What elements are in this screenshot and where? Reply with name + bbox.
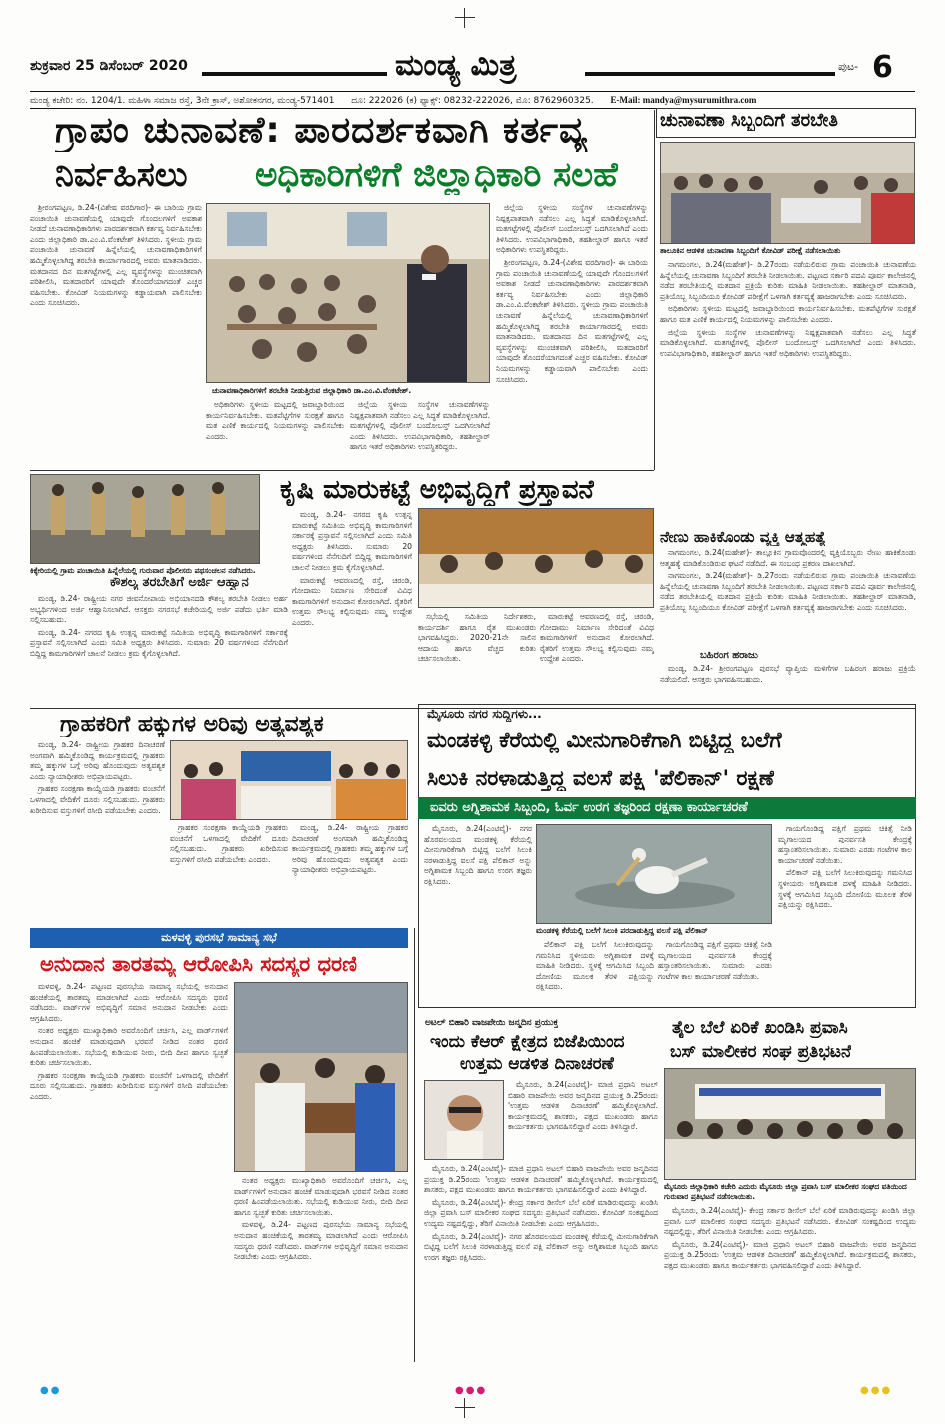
- atal-headline-line2: ಉತ್ತಮ ಆಡಳಿತ ದಿನಾಚರಣೆ: [460, 1054, 614, 1074]
- lead-col3: ಜಿಲ್ಲೆಯ ಸ್ಥಳೀಯ ಸಂಸ್ಥೆಗಳ ಚುನಾವಣೆಗಳನ್ನು ನಿಷ್ಪಕ್ಷಪಾತವಾಗಿ ನಡೆಸಲು ಎಲ್ಲ ಸಿದ್ಧತೆ ಮಾಡಿಕೊಳ್ಳಲಾಗಿದೆ. ಮತಗಟ್ಟೆಗಳಲ್ಲಿ ಪೊಲೀಸ್ ಬಂದೋಬಸ್ತ್ ಒದಗಿಸಲಾಗಿದೆ ಎಂದು ತಿಳಿಸಿದರು. ಉಪವಿಭಾಗಾಧಿಕಾರಿ, ತಹಶೀಲ್ದಾರ್ ಹಾಗೂ ಇತರೆ ಅಧಿಕಾರಿಗಳು ಉಪಸ್ಥಿತರಿದ್ದರು. ಶ್ರೀರಂಗಪಟ್ಟಣ, ಡಿ.24-(ವಿಶೇಷ ವರದಿಗಾರ)- ಈ ಬಾರಿಯ ಗ್ರಾಮ ಪಂಚಾಯಿತಿ ಚುನಾವಣೆಯಲ್ಲಿ ಯಾವುದೇ ಗೊಂದಲಗಳಿಗೆ ಅವಕಾಶ ನೀಡದೆ ಚುನಾವಣಾಧಿಕಾರಿಗಳು ಪಾರದರ್ಶಕವಾಗಿ ಕರ್ತವ್ಯ ನಿರ್ವಹಿಸಬೇಕು ಎಂದು ಜಿಲ್ಲಾಧಿಕಾರಿ ಡಾ.ಎಂ.ವಿ.ವೆಂಕಟೇಶ್ ತಿಳಿಸಿದರು. ಸ್ಥಳೀಯ ಗ್ರಾಮ ಪಂಚಾಯಿತಿ ಚುನಾವಣೆ ಹಿನ್ನೆಲೆಯಲ್ಲಿ ಚುನಾವಣಾಧಿಕಾರಿಗಳಿಗೆ ಹಮ್ಮಿಕೊಳ್ಳಲಾಗಿದ್ದ ತರಬೇತಿ ಕಾರ್ಯಾಗಾರದಲ್ಲಿ ಅವರು ಮಾತನಾಡಿದರು. ಮತದಾನದ ದಿನ ಮತಗಟ್ಟೆಗಳಲ್ಲಿ ಎಲ್ಲ ವ್ಯವಸ್ಥೆಗಳನ್ನು ಮುಂಚಿತವಾಗಿ ಪರಿಶೀಲಿಸಿ, ಮತದಾರರಿಗೆ ಯಾವುದೇ ತೊಂದರೆಯಾಗದಂತೆ ಎಚ್ಚರ ವಹಿಸಬೇಕು. ಕೋವಿಡ್ ನಿಯಮಗಳನ್ನು ಕಡ್ಡಾಯವಾಗಿ ಪಾಲಿಸಬೇಕು ಎಂದು ಸೂಚಿಸಿದರು.: [496, 203, 648, 384]
- lead-headline-line1: ಗ್ರಾಪಂ ಚುನಾವಣೆ: ಪಾರದರ್ಶಕವಾಗಿ ಕರ್ತವ್ಯ: [55, 110, 589, 151]
- masthead-rule-left: [202, 72, 387, 76]
- atal-kicker: ಅಟಲ್ ಬಿಹಾರಿ ವಾಜಪೇಯಿ ಜನ್ಮದಿನ ಪ್ರಯುಕ್ತ: [425, 1018, 559, 1028]
- lead-col1: ಶ್ರೀರಂಗಪಟ್ಟಣ, ಡಿ.24-(ವಿಶೇಷ ವರದಿಗಾರ)- ಈ ಬಾರಿಯ ಗ್ರಾಮ ಪಂಚಾಯಿತಿ ಚುನಾವಣೆಯಲ್ಲಿ ಯಾವುದೇ ಗೊಂದಲಗಳಿಗೆ ಅವಕಾಶ ನೀಡದೆ ಚುನಾವಣಾಧಿಕಾರಿಗಳು ಪಾರದರ್ಶಕವಾಗಿ ಕರ್ತವ್ಯ ನಿರ್ವಹಿಸಬೇಕು ಎಂದು ಜಿಲ್ಲಾಧಿಕಾರಿ ಡಾ.ಎಂ.ವಿ.ವೆಂಕಟೇಶ್ ತಿಳಿಸಿದರು. ಸ್ಥಳೀಯ ಗ್ರಾಮ ಪಂಚಾಯಿತಿ ಚುನಾವಣೆ ಹಿನ್ನೆಲೆಯಲ್ಲಿ ಚುನಾವಣಾಧಿಕಾರಿಗಳಿಗೆ ಹಮ್ಮಿಕೊಳ್ಳಲಾಗಿದ್ದ ತರಬೇತಿ ಕಾರ್ಯಾಗಾರದಲ್ಲಿ ಅವರು ಮಾತನಾಡಿದರು. ಮತದಾನದ ದಿನ ಮತಗಟ್ಟೆಗಳಲ್ಲಿ ಎಲ್ಲ ವ್ಯವಸ್ಥೆಗಳನ್ನು ಮುಂಚಿತವಾಗಿ ಪರಿಶೀಲಿಸಿ, ಮತದಾರರಿಗೆ ಯಾವುದೇ ತೊಂದರೆಯಾಗದಂತೆ ಎಚ್ಚರ ವಹಿಸಬೇಕು. ಕೋವಿಡ್ ನಿಯಮಗಳನ್ನು ಕಡ್ಡಾಯವಾಗಿ ಪಾಲಿಸಬೇಕು ಎಂದು ಸೂಚಿಸಿದರು.: [30, 203, 202, 308]
- masthead-rule-right: [585, 72, 835, 76]
- atal-col2: ಮೈಸೂರು, ಡಿ.24(ಎಂಟಿವೈ)- ಮಾಜಿ ಪ್ರಧಾನಿ ಅಟಲ್ ಬಿಹಾರಿ ವಾಜಪೇಯಿ ಅವರ ಜನ್ಮದಿನದ ಪ್ರಯುಕ್ತ ಡಿ.25ರಂದು 'ಉತ್ತಮ ಆಡಳಿತ ದಿನಾಚರಣೆ' ಹಮ್ಮಿಕೊಳ್ಳಲಾಗಿದೆ. ಕಾರ್ಯಕ್ರಮದಲ್ಲಿ ಶಾಸಕರು, ಪಕ್ಷದ ಮುಖಂಡರು ಹಾಗೂ ಕಾರ್ಯಕರ್ತರು ಭಾಗವಹಿಸಲಿದ್ದಾರೆ ಎಂದು ತಿಳಿಸಿದ್ದಾರೆ. ಮೈಸೂರು, ಡಿ.24(ಎಂಟಿವೈ)- ಕೇಂದ್ರ ಸರ್ಕಾರ ಡೀಸೆಲ್ ಬೆಲೆ ಏರಿಕೆ ಮಾಡಿರುವುದನ್ನು ಖಂಡಿಸಿ ಜಿಲ್ಲಾ ಪ್ರವಾಸಿ ಬಸ್ ಮಾಲೀಕರ ಸಂಘದ ಸದಸ್ಯರು ಪ್ರತಿಭಟನೆ ನಡೆಸಿದರು. ಕೋವಿಡ್ ಸಂಕಷ್ಟದಿಂದ ಉದ್ಯಮ ನಷ್ಟದಲ್ಲಿದ್ದು, ತೆರಿಗೆ ವಿನಾಯಿತಿ ನೀಡಬೇಕು ಎಂದು ಆಗ್ರಹಿಸಿದರು. ಮೈಸೂರು, ಡಿ.24(ಎಂಟಿವೈ)- ನಗರ ಹೊರವಲಯದ ಮಂಡಕಳ್ಳಿ ಕೆರೆಯಲ್ಲಿ ಮೀನುಗಾರಿಕೆಗಾಗಿ ಬಿಟ್ಟಿದ್ದ ಬಲೆಗೆ ಸಿಲುಕಿ ನರಳಾಡುತ್ತಿದ್ದ ವಲಸೆ ಪಕ್ಷಿ ಪೆಲಿಕಾನ್ ಅನ್ನು ಅಗ್ನಿಶಾಮಕ ಸಿಬ್ಬಂದಿ ಹಾಗೂ ಉರಗ ತಜ್ಞರು ರಕ್ಷಿಸಿದರು.: [424, 1164, 658, 1262]
- grahaka-col1: ಮಂಡ್ಯ, ಡಿ.24- ರಾಷ್ಟ್ರೀಯ ಗ್ರಾಹಕರ ದಿನಾಚರಣೆ ಅಂಗವಾಗಿ ಹಮ್ಮಿಕೊಂಡಿದ್ದ ಕಾರ್ಯಕ್ರಮದಲ್ಲಿ ಗ್ರಾಹಕರು ತಮ್ಮ ಹಕ್ಕುಗಳ ಬಗ್ಗೆ ಅರಿವು ಹೊಂದುವುದು ಅತ್ಯವಶ್ಯಕ ಎಂದು ನ್ಯಾಯಾಧೀಶರು ಅಭಿಪ್ರಾಯಪಟ್ಟರು. ಗ್ರಾಹಕರ ಸಂರಕ್ಷಣಾ ಕಾಯ್ದೆಯಡಿ ಗ್ರಾಹಕರು ವಂಚನೆಗೆ ಒಳಗಾದಲ್ಲಿ ವೇದಿಕೆಗೆ ದೂರು ಸಲ್ಲಿಸಬಹುದು. ಗ್ರಾಹಕರು ಖರೀದಿಸುವ ವಸ್ತುಗಳಿಗೆ ರಸೀದಿ ಪಡೆಯಬೇಕು ಎಂದರು.: [30, 740, 165, 815]
- nenu-body: ನಾಗಮಂಗಲ, ಡಿ.24(ಮಹೇಶ್)- ತಾಲ್ಲೂಕಿನ ಗ್ರಾಮವೊಂದರಲ್ಲಿ ವ್ಯಕ್ತಿಯೊಬ್ಬರು ನೇಣು ಹಾಕಿಕೊಂಡು ಆತ್ಮಹತ್ಯೆ ಮಾಡಿಕೊಂಡಿರುವ ಘಟನೆ ನಡೆದಿದೆ. ಈ ಸಂಬಂಧ ಪ್ರಕರಣ ದಾಖಲಾಗಿದೆ. ನಾಗಮಂಗಲ, ಡಿ.24(ಮಹೇಶ್)- ಡಿ.27ರಂದು ನಡೆಯಲಿರುವ ಗ್ರಾಮ ಪಂಚಾಯಿತಿ ಚುನಾವಣೆಯ ಹಿನ್ನೆಲೆಯಲ್ಲಿ ಚುನಾವಣಾ ಸಿಬ್ಬಂದಿಗೆ ತರಬೇತಿ ನೀಡಲಾಯಿತು. ಪಟ್ಟಣದ ಸರ್ಕಾರಿ ಪದವಿ ಪೂರ್ವ ಕಾಲೇಜಿನಲ್ಲಿ ನಡೆದ ತರಬೇತಿಯಲ್ಲಿ ಮತದಾನ ಪ್ರಕ್ರಿಯೆ ಕುರಿತು ಮಾಹಿತಿ ನೀಡಲಾಯಿತು. ತಹಶೀಲ್ದಾರ್ ಮಾತನಾಡಿ, ಪ್ರತಿಯೊಬ್ಬ ಸಿಬ್ಬಂದಿಯೂ ಕೋವಿಡ್ ಪರೀಕ್ಷೆಗೆ ಒಳಗಾಗಿ ಕರ್ತವ್ಯಕ್ಕೆ ಹಾಜರಾಗಬೇಕು ಎಂದು ಸೂಚಿಸಿದರು.: [660, 548, 916, 612]
- pelican-strap: ಐವರು ಅಗ್ನಿಶಾಮಕ ಸಿಬ್ಬಂದಿ, ಓರ್ವ ಉರಗ ತಜ್ಞರಿಂದ ರಕ್ಷಣಾ ಕಾರ್ಯಾಚರಣೆ: [418, 797, 916, 819]
- covid-test-image: [661, 143, 915, 244]
- column-divider-2: [414, 928, 415, 1362]
- portrait-image: [425, 1081, 504, 1160]
- mysuru-kicker: ಮೈಸೂರು ನಗರ ಸುದ್ದಿಗಳು...: [427, 707, 542, 721]
- taila-headline-line1: ತೈಲ ಬೆಲೆ ಏರಿಕೆ ಖಂಡಿಸಿ ಪ್ರವಾಸಿ: [672, 1018, 848, 1038]
- consumer-day-image: [171, 741, 408, 820]
- krushi-photo: [418, 508, 654, 608]
- malavalli-strap: ಮಳವಳ್ಳಿ ಪುರಸಭೆ ಸಾಮಾನ್ಯ ಸಭೆ: [30, 928, 408, 948]
- bahiranga-headline: ಬಹಿರಂಗ ಹರಾಜು: [700, 650, 758, 661]
- koushalya-headline: ಕೌಶಲ್ಯ ತರಬೇತಿಗೆ ಅರ್ಜಿ ಆಹ್ವಾನ: [110, 575, 249, 590]
- grahaka-col2: ಗ್ರಾಹಕರ ಸಂರಕ್ಷಣಾ ಕಾಯ್ದೆಯಡಿ ಗ್ರಾಹಕರು ವಂಚನೆಗೆ ಒಳಗಾದಲ್ಲಿ ವೇದಿಕೆಗೆ ದೂರು ಸಲ್ಲಿಸಬಹುದು. ಗ್ರಾಹಕರು ಖರೀದಿಸುವ ವಸ್ತುಗಳಿಗೆ ರಸೀದಿ ಪಡೆಯಬೇಕು ಎಂದರು.: [170, 823, 288, 864]
- taila-photo: [664, 1068, 916, 1180]
- page-label: ಪುಟ-: [838, 60, 859, 73]
- protest-meeting-image: [235, 983, 408, 1172]
- newspaper-title: ಮಂಡ್ಯ ಮಿತ್ರ: [395, 48, 517, 83]
- contact-phone: ದೂ: 222026 (ಕ) ಫ್ಯಾಕ್ಸ್: 08232-222026, ಮೊ: 8762960325.: [351, 96, 594, 106]
- atal-portrait: [424, 1080, 504, 1160]
- lead-col2b: ಜಿಲ್ಲೆಯ ಸ್ಥಳೀಯ ಸಂಸ್ಥೆಗಳ ಚುನಾವಣೆಗಳನ್ನು ನಿಷ್ಪಕ್ಷಪಾತವಾಗಿ ನಡೆಸಲು ಎಲ್ಲ ಸಿದ್ಧತೆ ಮಾಡಿಕೊಳ್ಳಲಾಗಿದೆ. ಮತಗಟ್ಟೆಗಳಲ್ಲಿ ಪೊಲೀಸ್ ಬಂದೋಬಸ್ತ್ ಒದಗಿಸಲಾಗಿದೆ ಎಂದು ತಿಳಿಸಿದರು. ಉಪವಿಭಾಗಾಧಿಕಾರಿ, ತಹಶೀಲ್ದಾರ್ ಹಾಗೂ ಇತರೆ ಅಧಿಕಾರಿಗಳು ಉಪಸ್ಥಿತರಿದ್ದರು.: [350, 400, 490, 452]
- bahiranga-body: ಮಂಡ್ಯ, ಡಿ.24- ಶ್ರೀರಂಗಪಟ್ಟಣ ಪುರಸಭೆ ವ್ಯಾಪ್ತಿಯ ಮಳಿಗೆಗಳ ಬಹಿರಂಗ ಹರಾಜು ಪ್ರಕ್ರಿಯೆ ನಡೆಯಲಿದೆ. ಆಸಕ್ತರು ಭಾಗವಹಿಸಬಹುದು.: [660, 664, 916, 684]
- right-top-body: ನಾಗಮಂಗಲ, ಡಿ.24(ಮಹೇಶ್)- ಡಿ.27ರಂದು ನಡೆಯಲಿರುವ ಗ್ರಾಮ ಪಂಚಾಯಿತಿ ಚುನಾವಣೆಯ ಹಿನ್ನೆಲೆಯಲ್ಲಿ ಚುನಾವಣಾ ಸಿಬ್ಬಂದಿಗೆ ತರಬೇತಿ ನೀಡಲಾಯಿತು. ಪಟ್ಟಣದ ಸರ್ಕಾರಿ ಪದವಿ ಪೂರ್ವ ಕಾಲೇಜಿನಲ್ಲಿ ನಡೆದ ತರಬೇತಿಯಲ್ಲಿ ಮತದಾನ ಪ್ರಕ್ರಿಯೆ ಕುರಿತು ಮಾಹಿತಿ ನೀಡಲಾಯಿತು. ತಹಶೀಲ್ದಾರ್ ಮಾತನಾಡಿ, ಪ್ರತಿಯೊಬ್ಬ ಸಿಬ್ಬಂದಿಯೂ ಕೋವಿಡ್ ಪರೀಕ್ಷೆಗೆ ಒಳಗಾಗಿ ಕರ್ತವ್ಯಕ್ಕೆ ಹಾಜರಾಗಬೇಕು ಎಂದು ಸೂಚಿಸಿದರು. ಅಧಿಕಾರಿಗಳು ಸ್ಥಳೀಯ ಮಟ್ಟದಲ್ಲಿ ಜವಾಬ್ದಾರಿಯಿಂದ ಕಾರ್ಯನಿರ್ವಹಿಸಬೇಕು. ಮತಪೆಟ್ಟಿಗೆಗಳ ಸುರಕ್ಷತೆ ಹಾಗೂ ಮತ ಎಣಿಕೆ ಕಾರ್ಯದಲ್ಲಿ ನಿಯಮಗಳನ್ನು ಪಾಲಿಸಬೇಕು ಎಂದರು. ಜಿಲ್ಲೆಯ ಸ್ಥಳೀಯ ಸಂಸ್ಥೆಗಳ ಚುನಾವಣೆಗಳನ್ನು ನಿಷ್ಪಕ್ಷಪಾತವಾಗಿ ನಡೆಸಲು ಎಲ್ಲ ಸಿದ್ಧತೆ ಮಾಡಿಕೊಳ್ಳಲಾಗಿದೆ. ಮತಗಟ್ಟೆಗಳಲ್ಲಿ ಪೊಲೀಸ್ ಬಂದೋಬಸ್ತ್ ಒದಗಿಸಲಾಗಿದೆ ಎಂದು ತಿಳಿಸಿದರು. ಉಪವಿಭಾಗಾಧಿಕಾರಿ, ತಹಶೀಲ್ದಾರ್ ಹಾಗೂ ಇತರೆ ಅಧಿಕಾರಿಗಳು ಉಪಸ್ಥಿತರಿದ್ದರು.: [660, 260, 916, 358]
- page-number: 6: [872, 50, 893, 85]
- pelican-col1: ಮೈಸೂರು, ಡಿ.24(ಎಂಟಿವೈ)- ನಗರ ಹೊರವಲಯದ ಮಂಡಕಳ್ಳಿ ಕೆರೆಯಲ್ಲಿ ಮೀನುಗಾರಿಕೆಗಾಗಿ ಬಿಟ್ಟಿದ್ದ ಬಲೆಗೆ ಸಿಲುಕಿ ನರಳಾಡುತ್ತಿದ್ದ ವಲಸೆ ಪಕ್ಷಿ ಪೆಲಿಕಾನ್ ಅನ್ನು ಅಗ್ನಿಶಾಮಕ ಸಿಬ್ಬಂದಿ ಹಾಗೂ ಉರಗ ತಜ್ಞರು ರಕ್ಷಿಸಿದರು.: [424, 824, 532, 886]
- right-top-caption: ತಾಲೂಕಿನ ಆಡಳಿತ ಚುನಾವಣಾ ಸಿಬ್ಬಂದಿಗೆ ಕೋವಿಡ್ ಪರೀಕ್ಷೆ ನಡೆಸಲಾಯಿತು: [660, 246, 841, 255]
- lead-col2: ಅಧಿಕಾರಿಗಳು ಸ್ಥಳೀಯ ಮಟ್ಟದಲ್ಲಿ ಜವಾಬ್ದಾರಿಯಿಂದ ಕಾರ್ಯನಿರ್ವಹಿಸಬೇಕು. ಮತಪೆಟ್ಟಿಗೆಗಳ ಸುರಕ್ಷತೆ ಹಾಗೂ ಮತ ಎಣಿಕೆ ಕಾರ್ಯದಲ್ಲಿ ನಿಯಮಗಳನ್ನು ಪಾಲಿಸಬೇಕು ಎಂದರು.: [206, 400, 344, 441]
- atal-col1: ಮೈಸೂರು, ಡಿ.24(ಎಂಟಿವೈ)- ಮಾಜಿ ಪ್ರಧಾನಿ ಅಟಲ್ ಬಿಹಾರಿ ವಾಜಪೇಯಿ ಅವರ ಜನ್ಮದಿನದ ಪ್ರಯುಕ್ತ ಡಿ.25ರಂದು 'ಉತ್ತಮ ಆಡಳಿತ ದಿನಾಚರಣೆ' ಹಮ್ಮಿಕೊಳ್ಳಲಾಗಿದೆ. ಕಾರ್ಯಕ್ರಮದಲ್ಲಿ ಶಾಸಕರು, ಪಕ್ಷದ ಮುಖಂಡರು ಹಾಗೂ ಕಾರ್ಯಕರ್ತರು ಭಾಗವಹಿಸಲಿದ್ದಾರೆ ಎಂದು ತಿಳಿಸಿದ್ದಾರೆ.: [508, 1080, 658, 1132]
- pelican-photo: [536, 824, 772, 924]
- pelican-col3: ಗಾಯಗೊಂಡಿದ್ದ ಪಕ್ಷಿಗೆ ಪ್ರಥಮ ಚಿಕಿತ್ಸೆ ನೀಡಿ ಮೃಗಾಲಯದ ಪುನರ್ವಸತಿ ಕೇಂದ್ರಕ್ಕೆ ಹಸ್ತಾಂತರಿಸಲಾಯಿತು. ಸುಮಾರು ಎರಡು ಗಂಟೆಗಳ ಕಾಲ ಕಾರ್ಯಾಚರಣೆ ನಡೆಯಿತು.: [658, 940, 772, 981]
- issue-date: ಶುಕ್ರವಾರ 25 ಡಿಸೆಂಬರ್ 2020: [30, 58, 188, 74]
- krushi-headline: ಕೃಷಿ ಮಾರುಕಟ್ಟೆ ಅಭಿವೃದ್ಧಿಗೆ ಪ್ರಸ್ತಾವನೆ: [280, 475, 595, 505]
- pelican-caption: ಮಂಡಕಳ್ಳಿ ಕೆರೆಯಲ್ಲಿ ಬಲೆಗೆ ಸಿಲುಕಿ ಪರದಾಡುತ್ತಿದ್ದ ವಲಸೆ ಪಕ್ಷಿ ಪೆಲಿಕಾನ್: [536, 926, 708, 935]
- anudana-col2: ನಂತರ ಅಧ್ಯಕ್ಷರು ಮುಖ್ಯಾಧಿಕಾರಿ ಅವರೊಂದಿಗೆ ಚರ್ಚಿಸಿ, ಎಲ್ಲ ವಾರ್ಡ್‌ಗಳಿಗೆ ಅನುದಾನ ಹಂಚಿಕೆ ಮಾಡುವುದಾಗಿ ಭರವಸೆ ನೀಡಿದ ನಂತರ ಧರಣಿ ಹಿಂಪಡೆಯಲಾಯಿತು. ಸಭೆಯಲ್ಲಿ ಕುಡಿಯುವ ನೀರು, ಬೀದಿ ದೀಪ ಹಾಗೂ ಸ್ವಚ್ಛತೆ ಕುರಿತು ಚರ್ಚಿಸಲಾಯಿತು. ಮಳವಳ್ಳಿ, ಡಿ.24- ಪಟ್ಟಣದ ಪುರಸಭೆಯ ಸಾಮಾನ್ಯ ಸಭೆಯಲ್ಲಿ ಅನುದಾನ ಹಂಚಿಕೆಯಲ್ಲಿ ತಾರತಮ್ಯ ಮಾಡಲಾಗಿದೆ ಎಂದು ಆರೋಪಿಸಿ ಸದಸ್ಯರು ಧರಣಿ ನಡೆಸಿದರು. ವಾರ್ಡ್‌ಗಳ ಅಭಿವೃದ್ಧಿಗೆ ಸಮಾನ ಅನುದಾನ ನೀಡಬೇಕು ಎಂದು ಆಗ್ರಹಿಸಿದರು.: [234, 1176, 408, 1262]
- pelican-headline-line2: ಸಿಲುಕಿ ನರಳಾಡುತ್ತಿದ್ದ ವಲಸೆ ಪಕ್ಷಿ 'ಪೆಲಿಕಾನ್' ರಕ್ಷಣೆ: [427, 766, 775, 790]
- lead-headline-line2a: ನಿರ್ವಹಿಸಲು: [55, 155, 188, 195]
- police-march-image: [31, 475, 260, 564]
- pelican-headline-line1: ಮಂಡಕಳ್ಳಿ ಕೆರೆಯಲ್ಲಿ ಮೀನುಗಾರಿಕೆಗಾಗಿ ಬಿಟ್ಟಿದ್ದ ಬಲೆಗೆ: [427, 728, 782, 752]
- lead-photo: [206, 203, 490, 383]
- address-bar: [30, 91, 915, 109]
- grahaka-col3: ಮಂಡ್ಯ, ಡಿ.24- ರಾಷ್ಟ್ರೀಯ ಗ್ರಾಹಕರ ದಿನಾಚರಣೆ ಅಂಗವಾಗಿ ಹಮ್ಮಿಕೊಂಡಿದ್ದ ಕಾರ್ಯಕ್ರಮದಲ್ಲಿ ಗ್ರಾಹಕರು ತಮ್ಮ ಹಕ್ಕುಗಳ ಬಗ್ಗೆ ಅರಿವು ಹೊಂದುವುದು ಅತ್ಯವಶ್ಯಕ ಎಂದು ನ್ಯಾಯಾಧೀಶರು ಅಭಿಪ್ರಾಯಪಟ್ಟರು.: [292, 823, 408, 875]
- pelican-image: [537, 825, 772, 924]
- krushi-col2: ಸಭೆಯಲ್ಲಿ ಸಮಿತಿಯ ನಿರ್ದೇಶಕರು, ಕಾರ್ಯದರ್ಶಿ ಹಾಗೂ ರೈತ ಮುಖಂಡರು ಭಾಗವಹಿಸಿದ್ದರು. 2020-21ನೇ ಸಾಲಿನ ಆದಾಯ ಹಾಗೂ ವೆಚ್ಚದ ಕುರಿತು ಚರ್ಚಿಸಲಾಯಿತು.: [418, 612, 536, 664]
- registration-mark-magenta: ●●●: [455, 1385, 488, 1396]
- crop-mark-top: [455, 8, 475, 28]
- office-address: ಮಂಡ್ಯ ಕಚೇರಿ: ನಂ. 1204/1. ಮಹಿಳಾ ಸಮಾಜ ರಸ್ತೆ, 3ನೇ ಕ್ರಾಸ್, ಅಶೋಕನಗರ, ಮಂಡ್ಯ-571401: [30, 96, 335, 106]
- taila-caption: ಮೈಸೂರು ಜಿಲ್ಲಾಧಿಕಾರಿ ಕಚೇರಿ ಎದುರು ಮೈಸೂರು ಜಿಲ್ಲಾ ಪ್ರವಾಸಿ ಬಸ್ ಮಾಲೀಕರ ಸಂಘದ ವತಿಯಿಂದ ಗುರುವಾರ ಪ್ರತಿಭಟನೆ ನಡೆಸಲಾಯಿತು.: [664, 1182, 907, 1201]
- right-top-headline: ಚುನಾವಣಾ ಸಿಬ್ಬಂದಿಗೆ ತರಬೇತಿ: [660, 110, 838, 131]
- taila-headline-line2: ಬಸ್ ಮಾಲೀಕರ ಸಂಘ ಪ್ರತಿಭಟನೆ: [670, 1042, 852, 1062]
- grahaka-photo: [170, 740, 408, 820]
- krushi-col3: ಮಾರುಕಟ್ಟೆ ಆವರಣದಲ್ಲಿ ರಸ್ತೆ, ಚರಂಡಿ, ಗೋದಾಮು ನಿರ್ಮಾಣ ಸೇರಿದಂತೆ ವಿವಿಧ ಕಾಮಗಾರಿಗಳಿಗೆ ಅನುದಾನ ಕೋರಲಾಗಿದೆ. ರೈತರಿಗೆ ಉತ್ತಮ ಸೌಲಭ್ಯ ಕಲ್ಪಿಸುವುದು ನಮ್ಮ ಉದ್ದೇಶ ಎಂದರು.: [540, 612, 654, 664]
- krushi-col1: ಮಂಡ್ಯ, ಡಿ.24- ನಗರದ ಕೃಷಿ ಉತ್ಪನ್ನ ಮಾರುಕಟ್ಟೆ ಸಮಿತಿಯ ಅಭಿವೃದ್ಧಿ ಕಾಮಗಾರಿಗಳಿಗೆ ಸರ್ಕಾರಕ್ಕೆ ಪ್ರಸ್ತಾವನೆ ಸಲ್ಲಿಸಲಾಗಿದೆ ಎಂದು ಸಮಿತಿ ಅಧ್ಯಕ್ಷರು ತಿಳಿಸಿದರು. ಸುಮಾರು 20 ವರ್ಷಗಳಿಂದ ನೆನೆಗುದಿಗೆ ಬಿದ್ದಿದ್ದ ಕಾಮಗಾರಿಗಳಿಗೆ ಚಾಲನೆ ನೀಡಲು ಕ್ರಮ ಕೈಗೊಳ್ಳಲಾಗಿದೆ. ಮಾರುಕಟ್ಟೆ ಆವರಣದಲ್ಲಿ ರಸ್ತೆ, ಚರಂಡಿ, ಗೋದಾಮು ನಿರ್ಮಾಣ ಸೇರಿದಂತೆ ವಿವಿಧ ಕಾಮಗಾರಿಗಳಿಗೆ ಅನುದಾನ ಕೋರಲಾಗಿದೆ. ರೈತರಿಗೆ ಉತ್ತಮ ಸೌಲಭ್ಯ ಕಲ್ಪಿಸುವುದು ನಮ್ಮ ಉದ್ದೇಶ ಎಂದರು.: [292, 510, 412, 627]
- registration-mark-cyan: ●●: [40, 1385, 62, 1396]
- atal-headline-line1: ಇಂದು ಕೆಆರ್ ಕ್ಷೇತ್ರದ ಬಿಜೆಪಿಯಿಂದ: [430, 1032, 625, 1052]
- anudana-headline: ಅನುದಾನ ತಾರತಮ್ಯ ಆರೋಪಿಸಿ ಸದಸ್ಯರ ಧರಣಿ: [40, 952, 358, 976]
- column-divider: [654, 110, 655, 470]
- crop-mark-bottom: [455, 1398, 475, 1418]
- nenu-headline: ನೇಣು ಹಾಕಿಕೊಂಡು ವ್ಯಕ್ತಿ ಆತ್ಮಹತ್ಯೆ: [660, 528, 826, 546]
- taila-body: ಮೈಸೂರು, ಡಿ.24(ಎಂಟಿವೈ)- ಕೇಂದ್ರ ಸರ್ಕಾರ ಡೀಸೆಲ್ ಬೆಲೆ ಏರಿಕೆ ಮಾಡಿರುವುದನ್ನು ಖಂಡಿಸಿ ಜಿಲ್ಲಾ ಪ್ರವಾಸಿ ಬಸ್ ಮಾಲೀಕರ ಸಂಘದ ಸದಸ್ಯರು ಪ್ರತಿಭಟನೆ ನಡೆಸಿದರು. ಕೋವಿಡ್ ಸಂಕಷ್ಟದಿಂದ ಉದ್ಯಮ ನಷ್ಟದಲ್ಲಿದ್ದು, ತೆರಿಗೆ ವಿನಾಯಿತಿ ನೀಡಬೇಕು ಎಂದು ಆಗ್ರಹಿಸಿದರು. ಮೈಸೂರು, ಡಿ.24(ಎಂಟಿವೈ)- ಮಾಜಿ ಪ್ರಧಾನಿ ಅಟಲ್ ಬಿಹಾರಿ ವಾಜಪೇಯಿ ಅವರ ಜನ್ಮದಿನದ ಪ್ರಯುಕ್ತ ಡಿ.25ರಂದು 'ಉತ್ತಮ ಆಡಳಿತ ದಿನಾಚರಣೆ' ಹಮ್ಮಿಕೊಳ್ಳಲಾಗಿದೆ. ಕಾರ್ಯಕ್ರಮದಲ್ಲಿ ಶಾಸಕರು, ಪಕ್ಷದ ಮುಖಂಡರು ಹಾಗೂ ಕಾರ್ಯಕರ್ತರು ಭಾಗವಹಿಸಲಿದ್ದಾರೆ ಎಂದು ತಿಳಿಸಿದ್ದಾರೆ.: [664, 1206, 916, 1270]
- bus-owners-protest-image: [665, 1069, 916, 1180]
- registration-mark-yellow: ●●●: [860, 1385, 893, 1396]
- training-hall-image: [207, 204, 490, 383]
- section-divider: [30, 470, 654, 471]
- lead-headline-line2b: ಅಧಿಕಾರಿಗಳಿಗೆ ಜಿಲ್ಲಾಧಿಕಾರಿ ಸಲಹೆ: [255, 155, 619, 195]
- anudana-col1: ಮಳವಳ್ಳಿ, ಡಿ.24- ಪಟ್ಟಣದ ಪುರಸಭೆಯ ಸಾಮಾನ್ಯ ಸಭೆಯಲ್ಲಿ ಅನುದಾನ ಹಂಚಿಕೆಯಲ್ಲಿ ತಾರತಮ್ಯ ಮಾಡಲಾಗಿದೆ ಎಂದು ಆರೋಪಿಸಿ ಸದಸ್ಯರು ಧರಣಿ ನಡೆಸಿದರು. ವಾರ್ಡ್‌ಗಳ ಅಭಿವೃದ್ಧಿಗೆ ಸಮಾನ ಅನುದಾನ ನೀಡಬೇಕು ಎಂದು ಆಗ್ರಹಿಸಿದರು. ನಂತರ ಅಧ್ಯಕ್ಷರು ಮುಖ್ಯಾಧಿಕಾರಿ ಅವರೊಂದಿಗೆ ಚರ್ಚಿಸಿ, ಎಲ್ಲ ವಾರ್ಡ್‌ಗಳಿಗೆ ಅನುದಾನ ಹಂಚಿಕೆ ಮಾಡುವುದಾಗಿ ಭರವಸೆ ನೀಡಿದ ನಂತರ ಧರಣಿ ಹಿಂಪಡೆಯಲಾಯಿತು. ಸಭೆಯಲ್ಲಿ ಕುಡಿಯುವ ನೀರು, ಬೀದಿ ದೀಪ ಹಾಗೂ ಸ್ವಚ್ಛತೆ ಕುರಿತು ಚರ್ಚಿಸಲಾಯಿತು. ಗ್ರಾಹಕರ ಸಂರಕ್ಷಣಾ ಕಾಯ್ದೆಯಡಿ ಗ್ರಾಹಕರು ವಂಚನೆಗೆ ಒಳಗಾದಲ್ಲಿ ವೇದಿಕೆಗೆ ದೂರು ಸಲ್ಲಿಸಬಹುದು. ಗ್ರಾಹಕರು ಖರೀದಿಸುವ ವಸ್ತುಗಳಿಗೆ ರಸೀದಿ ಪಡೆಯಬೇಕು ಎಂದರು.: [30, 982, 228, 1101]
- pelican-col2: ಪೆಲಿಕಾನ್ ಪಕ್ಷಿ ಬಲೆಗೆ ಸಿಲುಕಿರುವುದನ್ನು ಗಮನಿಸಿದ ಸ್ಥಳೀಯರು ಅಗ್ನಿಶಾಮಕ ದಳಕ್ಕೆ ಮಾಹಿತಿ ನೀಡಿದರು. ಸ್ಥಳಕ್ಕೆ ಆಗಮಿಸಿದ ಸಿಬ್ಬಂದಿ ದೋಣಿಯ ಮೂಲಕ ತೆರಳಿ ಪಕ್ಷಿಯನ್ನು ರಕ್ಷಿಸಿದರು.: [536, 940, 654, 992]
- meeting-image: [419, 509, 654, 608]
- koushalya-body: ಮಂಡ್ಯ, ಡಿ.24- ರಾಷ್ಟ್ರೀಯ ನಗರ ಜೀವನೋಪಾಯ ಅಭಿಯಾನದಡಿ ಕೌಶಲ್ಯ ತರಬೇತಿ ನೀಡಲು ಅರ್ಹ ಅಭ್ಯರ್ಥಿಗಳಿಂದ ಅರ್ಜಿ ಆಹ್ವಾನಿಸಲಾಗಿದೆ. ಆಸಕ್ತರು ನಗರಸಭೆ ಕಚೇರಿಯಲ್ಲಿ ಅರ್ಜಿ ಪಡೆದು ಭರ್ತಿ ಮಾಡಿ ಸಲ್ಲಿಸಬಹುದು. ಮಂಡ್ಯ, ಡಿ.24- ನಗರದ ಕೃಷಿ ಉತ್ಪನ್ನ ಮಾರುಕಟ್ಟೆ ಸಮಿತಿಯ ಅಭಿವೃದ್ಧಿ ಕಾಮಗಾರಿಗಳಿಗೆ ಸರ್ಕಾರಕ್ಕೆ ಪ್ರಸ್ತಾವನೆ ಸಲ್ಲಿಸಲಾಗಿದೆ ಎಂದು ಸಮಿತಿ ಅಧ್ಯಕ್ಷರು ತಿಳಿಸಿದರು. ಸುಮಾರು 20 ವರ್ಷಗಳಿಂದ ನೆನೆಗುದಿಗೆ ಬಿದ್ದಿದ್ದ ಕಾಮಗಾರಿಗಳಿಗೆ ಚಾಲನೆ ನೀಡಲು ಕ್ರಮ ಕೈಗೊಳ್ಳಲಾಗಿದೆ.: [30, 594, 288, 658]
- contact-email: E-Mail: mandya@mysurumithra.com: [610, 95, 757, 105]
- police-march-photo: [30, 474, 260, 564]
- right-top-photo: [660, 142, 915, 244]
- police-march-caption: ಕಿಕ್ಕೇರಿಯಲ್ಲಿ ಗ್ರಾಮ ಪಂಚಾಯಿತಿ ಹಿನ್ನೆಲೆಯಲ್ಲಿ ಗುರುವಾರ ಪೊಲೀಸರು ಪಥಸಂಚಲನ ನಡೆಸಿದರು.: [30, 566, 256, 575]
- lead-photo-caption: ಚುನಾವಣಾಧಿಕಾರಿಗಳಿಗೆ ತರಬೇತಿ ನೀಡುತ್ತಿರುವ ಜಿಲ್ಲಾಧಿಕಾರಿ ಡಾ.ಎಂ.ವಿ.ವೆಂಕಟೇಶ್.: [212, 386, 412, 395]
- pelican-col4: ಗಾಯಗೊಂಡಿದ್ದ ಪಕ್ಷಿಗೆ ಪ್ರಥಮ ಚಿಕಿತ್ಸೆ ನೀಡಿ ಮೃಗಾಲಯದ ಪುನರ್ವಸತಿ ಕೇಂದ್ರಕ್ಕೆ ಹಸ್ತಾಂತರಿಸಲಾಯಿತು. ಸುಮಾರು ಎರಡು ಗಂಟೆಗಳ ಕಾಲ ಕಾರ್ಯಾಚರಣೆ ನಡೆಯಿತು. ಪೆಲಿಕಾನ್ ಪಕ್ಷಿ ಬಲೆಗೆ ಸಿಲುಕಿರುವುದನ್ನು ಗಮನಿಸಿದ ಸ್ಥಳೀಯರು ಅಗ್ನಿಶಾಮಕ ದಳಕ್ಕೆ ಮಾಹಿತಿ ನೀಡಿದರು. ಸ್ಥಳಕ್ಕೆ ಆಗಮಿಸಿದ ಸಿಬ್ಬಂದಿ ದೋಣಿಯ ಮೂಲಕ ತೆರಳಿ ಪಕ್ಷಿಯನ್ನು ರಕ್ಷಿಸಿದರು.: [778, 824, 912, 910]
- masthead: [30, 50, 915, 92]
- grahaka-headline: ಗ್ರಾಹಕರಿಗೆ ಹಕ್ಕುಗಳ ಅರಿವು ಅತ್ಯವಶ್ಯಕ: [60, 712, 324, 737]
- anudana-photo: [234, 982, 408, 1172]
